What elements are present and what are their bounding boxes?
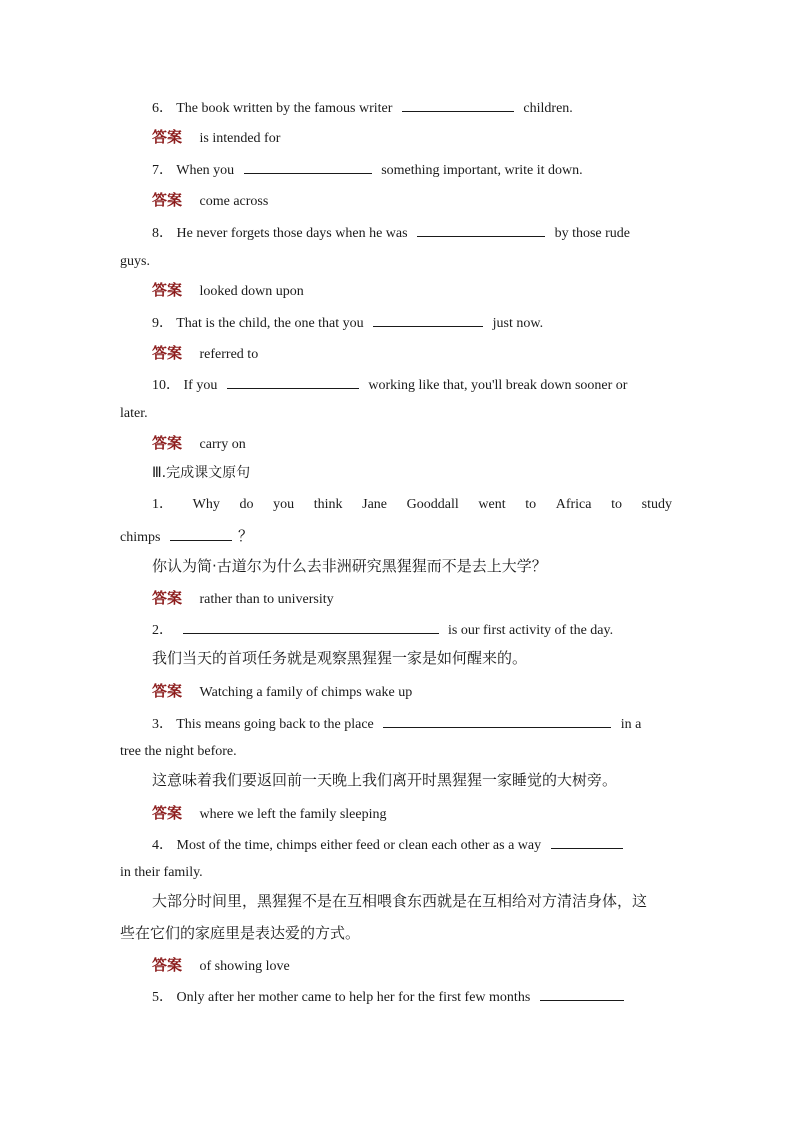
question-text-after: children. [523,101,573,116]
sentence-2-translation: 我们当天的首项任务就是观察黑猩猩一家是如何醒来的。 [152,649,528,667]
answer-label: 答案 [152,682,183,700]
answer-8 [0,280,794,302]
answer-blank [551,834,623,849]
answer-blank [373,312,483,327]
question-text-after: something important, write it down. [381,163,583,178]
answer-label: 答案 [152,804,183,822]
sentence-3-translation: 这意味着我们要返回前一天晚上我们离开时黑猩猩一家睡觉的大树旁。 [152,771,618,789]
answer-6 [0,127,794,149]
question-6 [0,97,794,119]
answer-10 [0,433,794,455]
sentence-1-word: Gooddall [406,497,459,512]
answer-7 [0,190,794,212]
answer-text: looked down upon [199,284,304,299]
sentence-1-word: think [313,497,343,512]
sentence-1-continuation [0,526,794,548]
sentence-1-word: do [239,497,254,512]
sentence-1 [0,495,794,515]
question-number: 5． [152,990,173,1005]
answer-label: 答案 [152,281,183,299]
sentence-4-translation-line-2: 些在它们的家庭里是表达爱的方式。 [120,924,361,942]
question-text-cont: chimps [120,530,161,545]
answer-blank [227,374,359,389]
answer-label: 答案 [152,191,183,209]
question-text-cont: guys. [120,254,150,269]
question-text: The book written by the famous writer [176,101,393,116]
question-8 [0,222,794,244]
question-text-cont: later. [120,406,148,421]
sentence-1-word: Africa [555,497,592,512]
sentence-1-word: to [525,497,537,512]
question-number: 10． [152,378,180,393]
answer-label: 答案 [152,128,183,146]
question-number: 4． [152,838,173,853]
answer-s4 [0,955,794,977]
question-mark: ？ [237,527,253,545]
sentence-1-word: study [641,497,672,512]
section-heading: Ⅲ.完成课文原句 [152,465,251,481]
question-text: Only after her mother came to help her for the first few months [176,990,531,1005]
answer-text: where we left the family sleeping [199,807,387,822]
sentence-3-continuation: tree the night before. [120,744,237,759]
question-10-continuation [0,404,794,424]
question-number: 7． [152,163,173,178]
question-text: Most of the time, chimps either feed or clean each other as a way [176,838,542,853]
question-text-after: is our first activity of the day. [448,623,614,638]
answer-s1 [0,588,794,610]
question-number: 6． [152,101,173,116]
question-text-after: by those rude [554,226,630,241]
question-number: 8． [152,226,173,241]
question-text-after: in a [620,717,642,732]
question-text-after: working like that, you'll break down sooner or [368,378,628,393]
answer-text: rather than to university [199,592,334,607]
question-10 [0,374,794,396]
sentence-5 [0,986,794,1008]
answer-s2 [0,681,794,703]
answer-text: of showing love [199,959,290,974]
question-number: 3． [152,717,173,732]
answer-blank [170,526,232,541]
answer-label: 答案 [152,589,183,607]
answer-text: come across [199,194,269,209]
sentence-1-word: Jane [362,497,388,512]
sentence-3 [0,713,794,735]
sentence-4 [0,834,794,856]
answer-label: 答案 [152,344,183,362]
sentence-1-word: Why [192,497,220,512]
sentence-1-translation: 你认为简·古道尔为什么去非洲研究黑猩猩而不是去上大学？ [152,557,547,575]
answer-text: Watching a family of chimps wake up [199,685,413,700]
question-text-after: just now. [492,316,544,331]
question-number: 9． [152,316,173,331]
answer-blank [540,986,624,1001]
question-8-continuation [0,252,794,272]
question-text: If you [183,378,218,393]
answer-label: 答案 [152,434,183,452]
sentence-4-translation-line-1: 大部分时间里，黑猩猩不是在互相喂食东西就是在互相给对方清洁身体，这 [152,892,648,910]
answer-blank [383,713,611,728]
answer-s3 [0,803,794,825]
answer-text: referred to [199,347,259,362]
question-text: When you [176,163,235,178]
sentence-1-words [152,495,672,515]
answer-blank [244,159,372,174]
sentence-1-word: went [478,497,506,512]
question-text: This means going back to the place [176,717,374,732]
sentence-1-word: to [611,497,623,512]
question-9 [0,312,794,334]
answer-label: 答案 [152,956,183,974]
answer-text: is intended for [199,131,281,146]
sentence-1-word: 1． [152,497,173,512]
sentence-2 [0,619,794,641]
question-7 [0,159,794,181]
question-text: He never forgets those days when he was [176,226,408,241]
answer-blank [402,97,514,112]
answer-blank [183,619,439,634]
sentence-4-continuation: in their family. [120,865,203,880]
question-text: That is the child, the one that you [176,316,364,331]
sentence-1-word: you [273,497,295,512]
answer-text: carry on [199,437,246,452]
answer-blank [417,222,545,237]
question-number: 2． [152,623,173,638]
answer-9 [0,343,794,365]
